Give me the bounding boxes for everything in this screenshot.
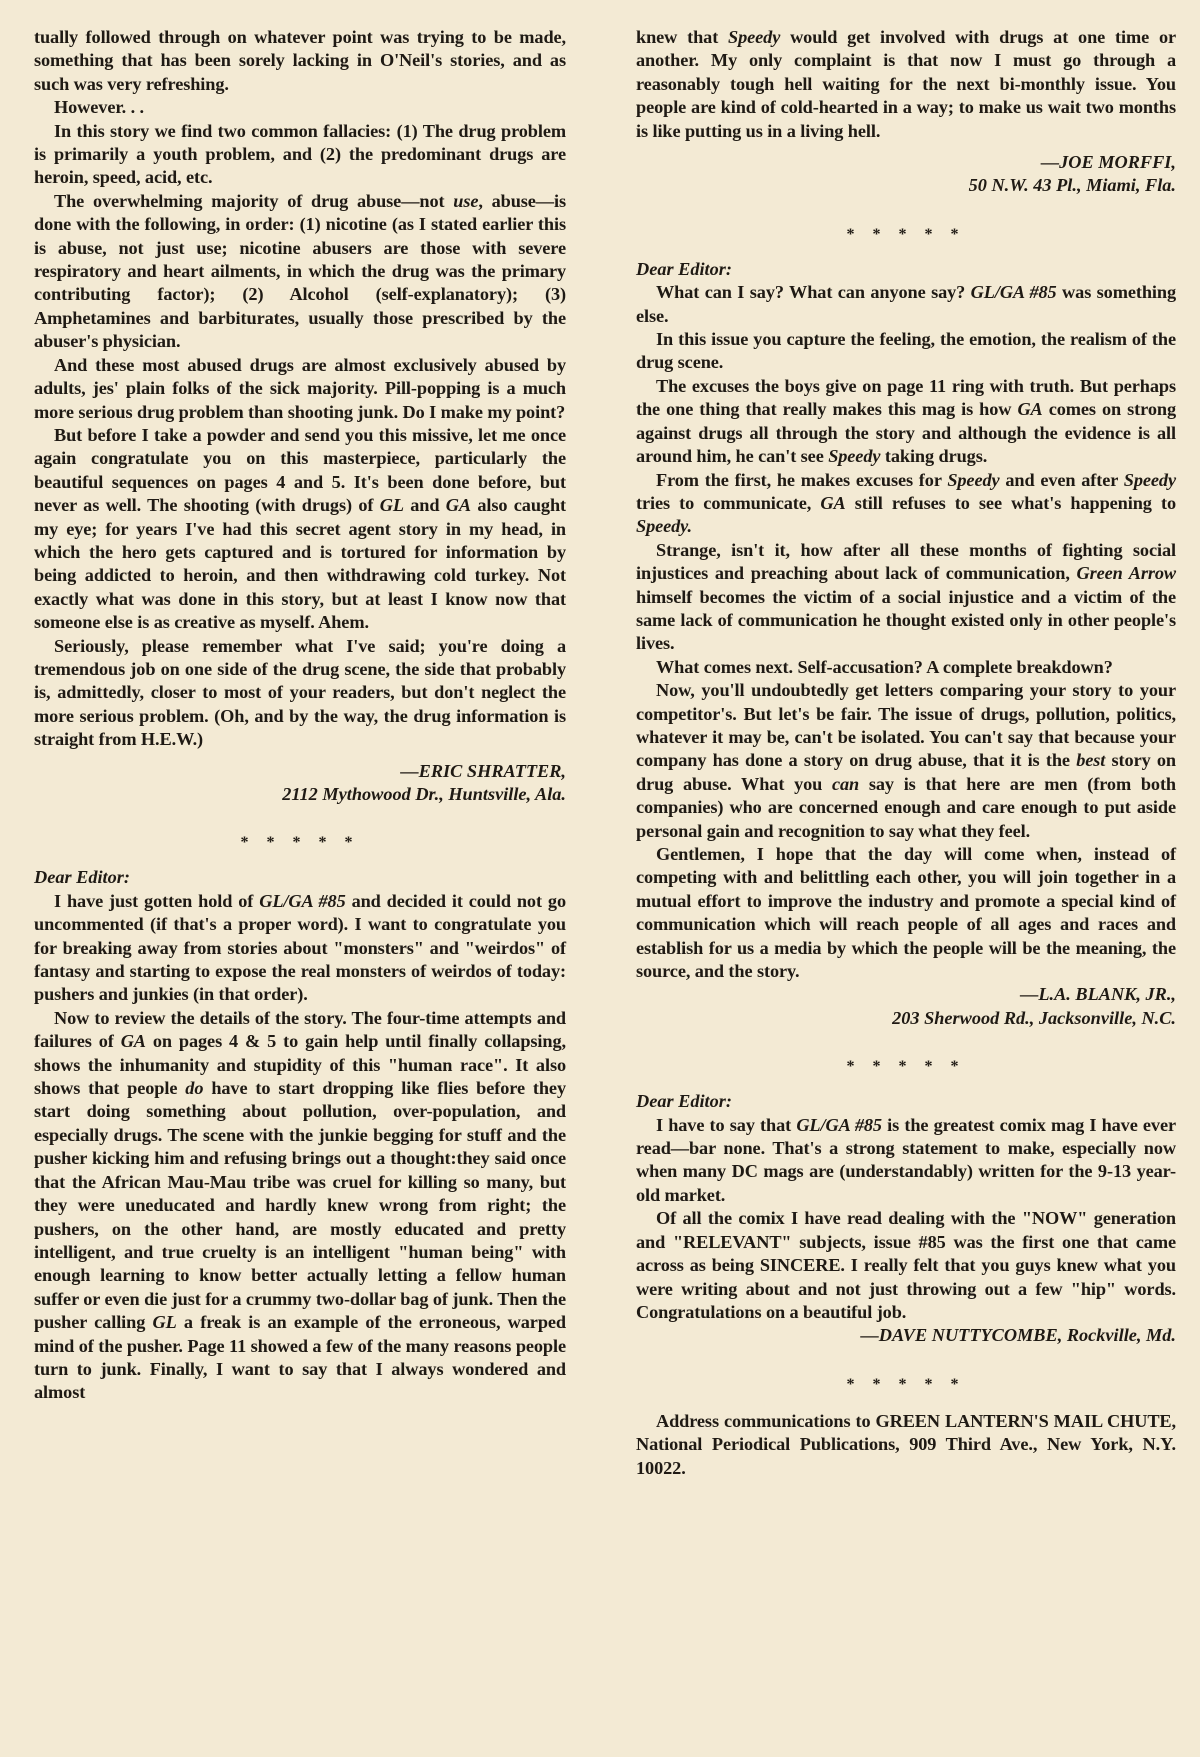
letter-paragraph: In this issue you capture the feeling, the emotion, the realism of the drug scene.	[636, 329, 1176, 373]
signature-address: 2112 Mythowood Dr., Huntsville, Ala.	[282, 784, 566, 804]
separator-stars: * * * * *	[846, 225, 966, 243]
signature-address: 50 N.W. 43 Pl., Miami, Fla.	[968, 175, 1176, 196]
signature-name: —JOE MORFFI,	[1040, 152, 1176, 173]
signature-name: —DAVE NUTTYCOMBE, Rockville, Md.	[860, 1325, 1176, 1346]
letter-paragraph: knew that Speedy would get involved with drugs at one time or another. My only complaint is that now I must go through a reasonably tough hell waiting for the next bi-monthly issue. You people are kind of cold-hearted in a way; to make us wait two months is like putting us in a living hell.	[636, 27, 1176, 141]
letter-paragraph: The overwhelming majority of drug abuse—not use, abuse—is done with the following, in order: (1) nicotine (as I stated earlier this is abuse, not just use; nicotine abusers are those with severe respiratory and heart ailments, in which the drug was the primary contributing factor); (2) Alcohol (self-explanatory); (3) Amphetamines and barbiturates, usually those prescribed by the abuser's physician.	[34, 190, 566, 352]
signature-name: —ERIC SHRATTER,	[400, 760, 566, 781]
letter-paragraph: However. . .	[54, 97, 145, 118]
letter-paragraph: Now to review the details of the story. The four-time attempts and failures of GA on pages 4 & 5 to gain help until finally collapsing, shows the inhumanity and stupidity of this "human race". It also shows that people do have to start dropping like flies before they start doing something about pollution, over-population, and especially drugs. The scene with the junkie begging for stuff and the pusher kicking him and refusing brings out a thought:they said once that the African Mau-Mau tribe was cruel for killing so many, but they were uneducated and hardly knew wrong from right; the pushers, on the other hand, are mostly educated and pretty intelligent, and true cruelty is an intelligent "human being" with enough learning to know better actually letting a fellow human suffer or even die just for a crummy two-dollar bag of junk. Then the pusher calling GL a freak is an example of the erroneous, warped mind of the pusher. Page 11 showed a few of the many reasons people turn to junk. Finally, I want to say that I always wondered and almost	[34, 1007, 566, 1403]
letter-paragraph: Strange, isn't it, how after all these months of fighting social injustices and preaching about lack of communication, Green Arrow himself becomes the victim of a social injustice and a victim of the same lack of communication he thought existed only in other people's lives.	[636, 539, 1176, 654]
letter-paragraph: tually followed through on whatever point was trying to be made, something that has been sorely lacking in O'Neil's stories, and as such was very refreshing.	[34, 27, 566, 94]
letter-paragraph: What comes next. Self-accusation? A complete breakdown?	[656, 656, 1113, 677]
salutation: Dear Editor:	[34, 867, 130, 888]
separator-stars: * * * * *	[846, 1058, 966, 1076]
salutation: Dear Editor:	[636, 1091, 732, 1112]
letter-paragraph: Gentlemen, I hope that the day will come when, instead of competing with and belittling each other, you will join together in a mutual effort to improve the industry and promote a special kind of communication which will reach people of all ages and races and establish for us a media by which the people will be the meaning, the source, and the story.	[636, 844, 1176, 982]
letter-paragraph: From the first, he makes excuses for Speedy and even after Speedy tries to communicate, GA still refuses to see what's happening to Speedy.	[636, 469, 1176, 537]
letter-paragraph: The excuses the boys give on page 11 ring with truth. But perhaps the one thing that really makes this mag is how GA comes on strong against drugs all through the story and although the evidence is all around him, he can't see Speedy taking drugs.	[636, 375, 1176, 467]
signature-name: —L.A. BLANK, JR.,	[1020, 984, 1176, 1005]
letter-paragraph: I have just gotten hold of GL/GA #85 and decided it could not go uncommented (if that's a proper word). I want to congratulate you for breaking away from stories about "monsters" and "weirdos" of fantasy and starting to expose the real monsters of weirdos of today: pushers and junkies (in that order).	[34, 890, 566, 1005]
separator-stars: * * * * *	[846, 1375, 966, 1393]
mailing-address-footer: Address communications to GREEN LANTERN'S MAIL CHUTE, National Periodical Publications, 909 Third Ave., New York, N.Y. 10022.	[636, 1410, 1176, 1478]
letter-paragraph: Now, you'll undoubtedly get letters comparing your story to your competitor's. But let's be fair. The issue of drugs, pollution, politics, whatever it may be, can't be isolated. You can't say that because your company has done a story on drug abuse, that it is the best story on drug abuse. What you can say is that here are men (from both companies) who are concerned enough and care enough to put aside personal gain and recognition to say what they feel.	[636, 680, 1176, 841]
left-column	[34, 26, 566, 1405]
letter-paragraph: What can I say? What can anyone say? GL/GA #85 was something else.	[636, 282, 1176, 326]
signature-address: 203 Sherwood Rd., Jacksonville, N.C.	[892, 1007, 1176, 1028]
letter-paragraph: I have to say that GL/GA #85 is the greatest comix mag I have ever read—bar none. That's a strong statement to make, especially now when many DC mags are (understandably) written for the 9-13 year-old market.	[636, 1114, 1176, 1205]
salutation: Dear Editor:	[636, 258, 732, 279]
separator-stars: * * * * *	[240, 834, 360, 852]
letter-paragraph: Of all the comix I have read dealing with the "NOW" generation and "RELEVANT" subjects, issue #85 was the first one that came across as being SINCERE. I really felt that you guys knew what you were writing about and not just throwing out a few "hip" words. Congratulations on a beautiful job.	[636, 1208, 1176, 1322]
right-column	[636, 26, 1176, 1480]
letter-paragraph: And these most abused drugs are almost exclusively abused by adults, jes' plain folks of the sick majority. Pill-popping is a much more serious drug problem than shooting junk. Do I make my point?	[34, 354, 566, 422]
letter-paragraph: But before I take a powder and send you this missive, let me once again congratulate you on this masterpiece, particularly the beautiful sequences on pages 4 and 5. It's been done before, but never as well. The shooting (with drugs) of GL and GA also caught my eye; for years I've had this secret agent story in my head, in which the hero gets captured and is tortured for information by being addicted to heroin, and then withdrawing cold turkey. Not exactly what was done in this story, but at least I know now that someone else is as creative as myself. Ahem.	[34, 424, 567, 633]
letter-paragraph: Seriously, please remember what I've said; you're doing a tremendous job on one side of the drug scene, the side that probably is, admittedly, closer to most of your readers, but don't neglect the more serious problem. (Oh, and by the way, the drug information is straight from H.E.W.)	[34, 635, 566, 750]
letter-paragraph: In this story we find two common fallacies: (1) The drug problem is primarily a youth problem, and (2) the predominant drugs are heroin, speed, acid, etc.	[34, 120, 566, 188]
